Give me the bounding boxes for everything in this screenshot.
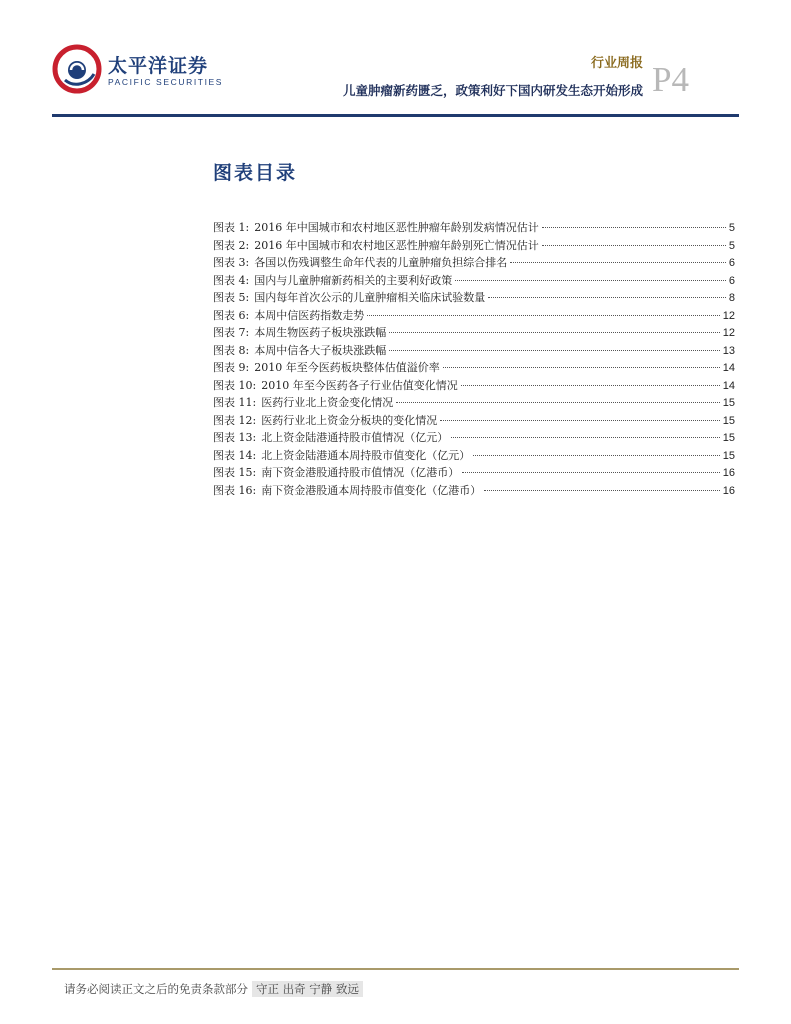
toc-entry-page: 15	[722, 397, 735, 409]
toc-entry[interactable]	[213, 324, 735, 342]
toc-entry-page: 5	[728, 239, 735, 252]
toc-entry-page: 16	[722, 484, 735, 497]
toc-entry[interactable]	[213, 429, 735, 447]
toc-entry-title: 国内每年首次公示的儿童肿瘤相关临床试验数量	[254, 291, 486, 304]
toc-entry[interactable]	[213, 377, 735, 395]
toc-leader-dots	[542, 245, 726, 246]
toc-leader-dots	[396, 402, 720, 403]
toc-entry-label: 图表 5:	[213, 291, 250, 304]
toc-entry-title: 医药行业北上资金分板块的变化情况	[261, 413, 438, 427]
toc-leader-dots	[443, 367, 720, 368]
toc-entry[interactable]	[213, 254, 735, 272]
toc-leader-dots	[461, 385, 720, 386]
toc-entry[interactable]	[213, 482, 735, 500]
toc-leader-dots	[455, 280, 726, 281]
toc-entry-page: 5	[728, 222, 735, 234]
toc-entry[interactable]	[213, 359, 735, 377]
toc-entry[interactable]	[213, 237, 735, 255]
toc-leader-dots	[367, 315, 720, 316]
toc-entry-page: 6	[728, 274, 735, 287]
toc-entry[interactable]	[213, 412, 735, 430]
toc-entry-title: 2010 年至今医药各子行业估值变化情况	[261, 378, 458, 392]
toc-entry-page: 14	[722, 379, 735, 392]
toc-heading: 图表目录	[213, 162, 298, 184]
toc-entry-page: 14	[722, 362, 735, 374]
header-divider	[52, 114, 739, 117]
toc-entry-page: 15	[722, 414, 735, 427]
toc-entry-label: 图表 8:	[213, 343, 250, 357]
footer	[64, 981, 363, 997]
toc-entry-label: 图表 6:	[213, 308, 250, 322]
toc-entry-label: 图表 7:	[213, 326, 250, 339]
pacific-securities-logo-icon	[52, 44, 102, 94]
toc-leader-dots	[389, 332, 720, 333]
toc-entry-label: 图表 12:	[213, 413, 257, 427]
toc-entry-title: 各国以伤残调整生命年代表的儿童肿瘤负担综合排名	[254, 256, 508, 269]
toc-entry[interactable]	[213, 272, 735, 290]
toc-entry-page: 15	[722, 449, 735, 462]
toc-entry-page: 8	[728, 292, 735, 304]
page-number: P4	[652, 60, 689, 99]
toc-entry[interactable]	[213, 447, 735, 465]
toc-entry-page: 15	[722, 432, 735, 444]
toc-entry-page: 16	[722, 467, 735, 479]
toc-entry-label: 图表 15:	[213, 466, 257, 479]
toc-entry-title: 2016 年中国城市和农村地区恶性肿瘤年龄别死亡情况估计	[254, 238, 539, 252]
toc-entry[interactable]	[213, 394, 735, 412]
toc-leader-dots	[488, 297, 726, 298]
toc-entry-title: 北上资金陆港通本周持股市值变化（亿元）	[261, 448, 471, 462]
toc-entry[interactable]	[213, 219, 735, 237]
toc-entry-title: 本周中信医药指数走势	[254, 308, 365, 322]
toc-entry-title: 2010 年至今医药板块整体估值溢价率	[254, 361, 440, 374]
footer-motto: 守正 出奇 宁静 致远	[252, 981, 363, 997]
toc-entry[interactable]	[213, 307, 735, 325]
report-type: 行业周报	[590, 56, 643, 71]
toc-entry-title: 医药行业北上资金变化情况	[261, 396, 394, 409]
toc-entry-title: 2016 年中国城市和农村地区恶性肿瘤年龄别发病情况估计	[254, 221, 539, 234]
toc-entry-label: 图表 10:	[213, 378, 257, 392]
toc-entry-title: 北上资金陆港通持股市值情况（亿元）	[261, 431, 449, 444]
footer-disclaimer: 请务必阅读正文之后的免责条款部分	[64, 982, 248, 996]
toc-entry-label: 图表 2:	[213, 238, 250, 252]
toc-leader-dots	[473, 455, 720, 456]
toc-entry-label: 图表 1:	[213, 221, 250, 234]
toc-entry-label: 图表 14:	[213, 448, 257, 462]
toc-entry-label: 图表 3:	[213, 256, 250, 269]
toc-entry-label: 图表 9:	[213, 361, 250, 374]
toc-entry[interactable]	[213, 289, 735, 307]
toc-leader-dots	[484, 490, 720, 491]
figure-toc	[213, 219, 735, 499]
footer-divider	[52, 968, 739, 970]
toc-entry-label: 图表 11:	[213, 396, 257, 409]
toc-entry-title: 国内与儿童肿瘤新药相关的主要利好政策	[254, 273, 453, 287]
toc-entry-label: 图表 4:	[213, 273, 250, 287]
toc-leader-dots	[440, 420, 720, 421]
toc-entry-page: 12	[722, 327, 735, 339]
toc-entry-title: 本周中信各大子板块涨跌幅	[254, 343, 387, 357]
toc-leader-dots	[451, 437, 720, 438]
toc-leader-dots	[462, 472, 720, 473]
toc-entry-page: 6	[728, 257, 735, 269]
toc-leader-dots	[389, 350, 720, 351]
logo-name-en: PACIFIC SECURITIES	[108, 77, 224, 87]
toc-entry-title: 南下资金港股通持股市值情况（亿港币）	[261, 466, 460, 479]
toc-entry-page: 12	[722, 309, 735, 322]
report-title: 儿童肿瘤新药匮乏，政策利好下国内研发生态开始形成	[342, 83, 643, 98]
toc-entry[interactable]	[213, 342, 735, 360]
toc-entry-title: 南下资金港股通本周持股市值变化（亿港币）	[261, 483, 482, 497]
toc-entry[interactable]	[213, 464, 735, 482]
logo-name-cn: 太平洋证券	[108, 55, 209, 77]
toc-entry-title: 本周生物医药子板块涨跌幅	[254, 326, 387, 339]
toc-entry-page: 13	[722, 344, 735, 357]
toc-leader-dots	[542, 227, 726, 228]
toc-entry-label: 图表 16:	[213, 483, 257, 497]
company-logo	[52, 44, 224, 94]
toc-entry-label: 图表 13:	[213, 431, 257, 444]
toc-leader-dots	[510, 262, 726, 263]
